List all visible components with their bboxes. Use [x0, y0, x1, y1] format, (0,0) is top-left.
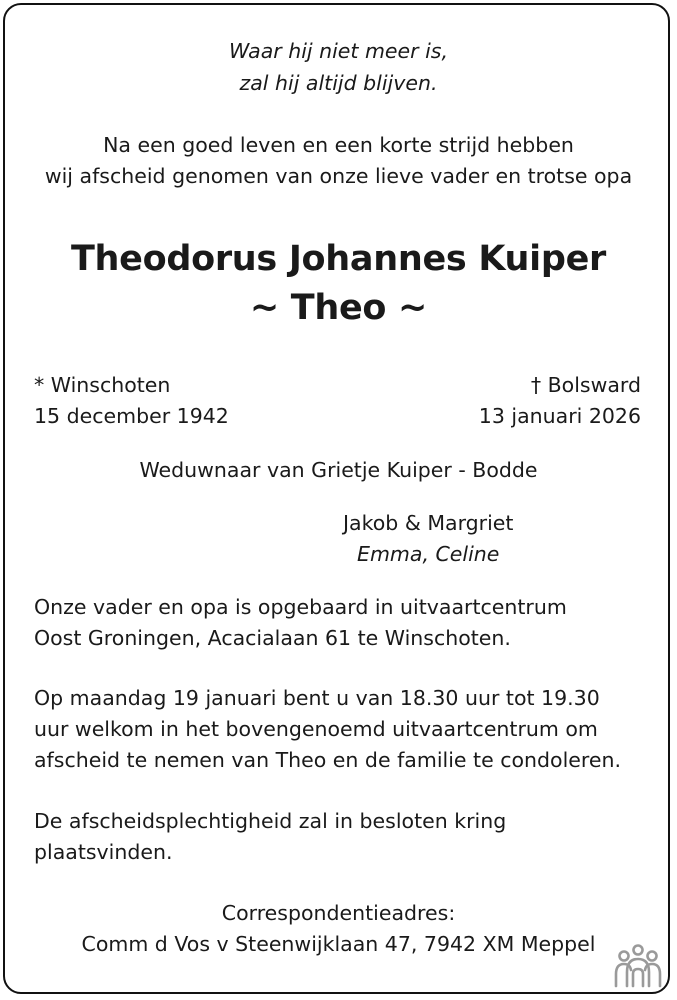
family-icon: [613, 944, 663, 988]
para3-line-2: plaatsvinden.: [34, 840, 173, 864]
deceased-name: Theodorus Johannes Kuiper: [70, 239, 607, 279]
para1-line-2: Oost Groningen, Acacialaan 61 te Winschoten.: [34, 626, 511, 650]
para1-line-1: Onze vader en opa is opgebaard in uitvaartcentrum: [34, 595, 567, 619]
para2-line-2: uur welkom in het bovengenoemd uitvaartcentrum om: [34, 717, 598, 741]
children: Jakob & Margriet: [343, 511, 514, 535]
motto-line-1: Waar hij niet meer is,: [228, 39, 448, 63]
birth-place: * Winschoten: [34, 373, 171, 397]
grandchildren: Emma, Celine: [357, 542, 500, 566]
para3-line-1: De afscheidsplechtigheid zal in besloten kring: [34, 809, 507, 833]
death-date: 13 januari 2026: [478, 404, 641, 428]
correspondence-label: Correspondentieadres:: [221, 901, 456, 925]
birth-date: 15 december 1942: [34, 404, 229, 428]
intro-line-2: wij afscheid genomen van onze lieve vader en trotse opa: [44, 164, 633, 188]
para2-line-3: afscheid te nemen van Theo en de familie te condoleren.: [34, 748, 621, 772]
nickname: ~ Theo ~: [249, 288, 428, 328]
motto-line-2: zal hij altijd blijven.: [239, 71, 438, 95]
death-place: † Bolsward: [530, 373, 641, 397]
correspondence-address: Comm d Vos v Steenwijklaan 47, 7942 XM Meppel: [81, 932, 596, 956]
widower-line: Weduwnaar van Grietje Kuiper - Bodde: [139, 458, 538, 482]
para2-line-1: Op maandag 19 januari bent u van 18.30 uur tot 19.30: [34, 686, 600, 710]
intro-line-1: Na een goed leven en een korte strijd hebben: [103, 133, 574, 157]
